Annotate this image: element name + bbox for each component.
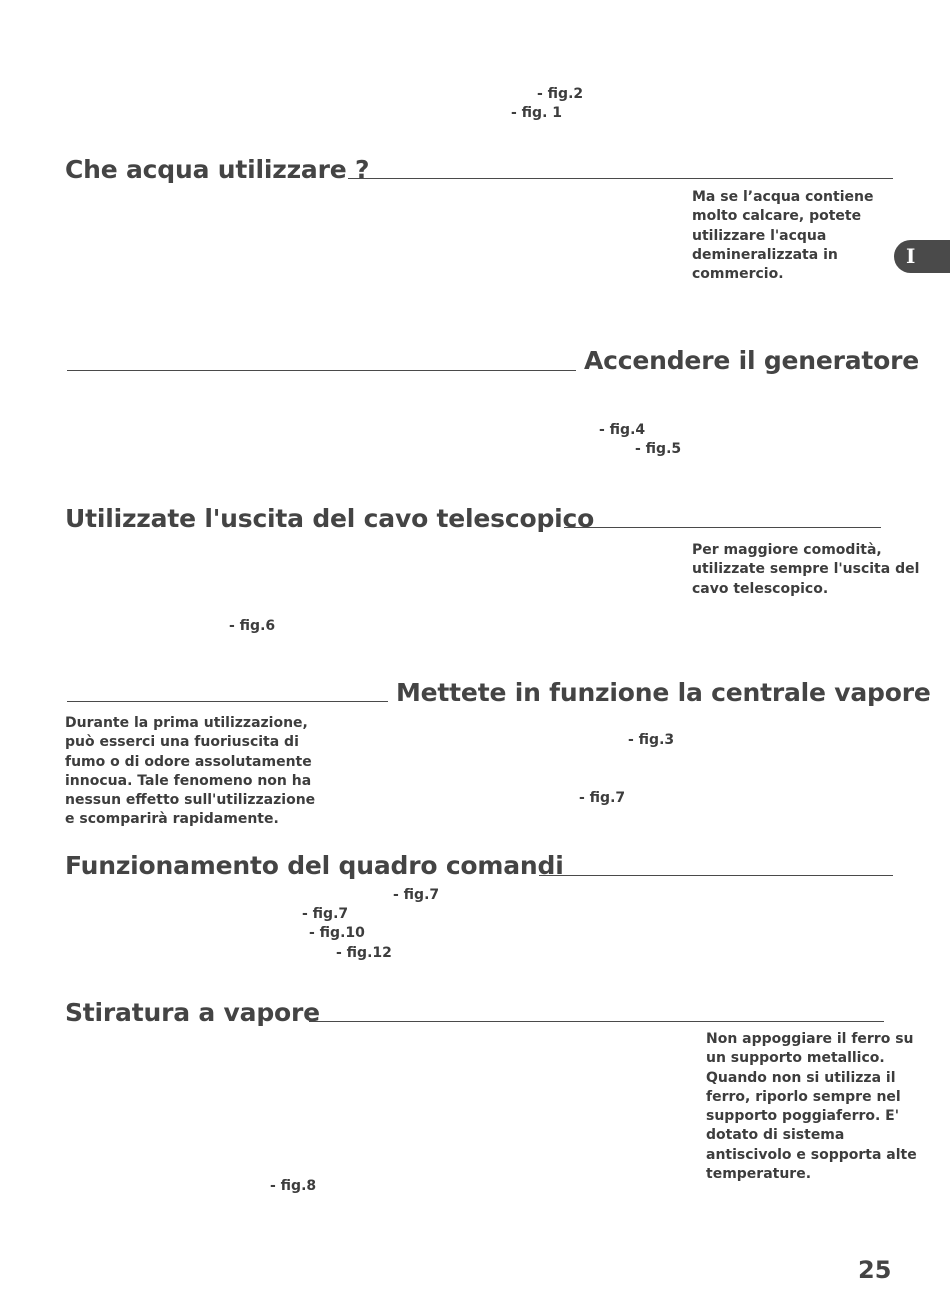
section-rule-start [67, 701, 388, 702]
note-line: Per maggiore comodità, [692, 542, 882, 558]
section-rule-water [348, 178, 893, 179]
note-line: fumo o di odore assolutamente [65, 753, 312, 770]
note-line: e scomparirà rapidamente. [65, 811, 279, 828]
section-rule-panel [539, 875, 893, 876]
language-tab-label: I [906, 244, 916, 268]
note-cable [692, 541, 919, 599]
fig-ref-7: - fig.7 [393, 887, 440, 903]
section-title-cable: Utilizzate l'uscita del cavo telescopico [65, 504, 595, 533]
fig-ref-3: - fig.3 [628, 732, 675, 748]
fig-ref-7: - fig.7 [579, 790, 626, 806]
note-line: cavo telescopico. [692, 580, 829, 597]
section-title-steam: Stiratura a vapore [65, 998, 320, 1027]
note-water [692, 188, 873, 284]
note-line: Quando non si utilizza il [706, 1069, 896, 1086]
note-line: nessun effetto sull'utilizzazione [65, 792, 316, 809]
fig-ref-1: - fig. 1 [511, 105, 563, 121]
note-line: dotato di sistema [706, 1127, 845, 1144]
section-rule-steam [309, 1021, 884, 1022]
note-line: innocua. Tale fenomeno non ha [65, 772, 312, 789]
section-title-turn-on: Accendere il generatore [584, 346, 920, 375]
fig-ref-7: - fig.7 [302, 906, 349, 922]
fig-ref-6: - fig.6 [229, 618, 276, 634]
note-start [65, 714, 315, 830]
fig-ref-5: - fig.5 [635, 441, 682, 457]
language-tab [894, 240, 950, 273]
section-title-start: Mettete in funzione la centrale vapore [396, 678, 931, 707]
section-title-water: Che acqua utilizzare ? [65, 155, 370, 184]
note-line: può esserci una fuoriuscita di [65, 734, 299, 751]
note-line: Non appoggiare il ferro su [706, 1031, 914, 1047]
fig-ref-4: - fig.4 [599, 422, 646, 438]
page-number: 25 [858, 1256, 892, 1284]
note-line: demineralizzata in [692, 246, 838, 263]
section-rule-cable [564, 527, 881, 528]
note-line: un supporto metallico. [706, 1050, 885, 1067]
note-line: utilizzate sempre l'uscita del [692, 561, 920, 578]
note-line: commercio. [692, 266, 784, 283]
note-line: Ma se l’acqua contiene [692, 189, 874, 205]
note-steam [706, 1030, 917, 1184]
fig-ref-12: - fig.12 [336, 945, 392, 961]
note-line: temperature. [706, 1166, 812, 1183]
section-title-panel: Funzionamento del quadro comandi [65, 851, 564, 880]
note-line: molto calcare, potete [692, 208, 862, 225]
section-rule-turn-on [67, 370, 576, 371]
fig-ref-2: - fig.2 [537, 86, 584, 102]
fig-ref-8: - fig.8 [270, 1178, 317, 1194]
note-line: utilizzare l'acqua [692, 227, 827, 244]
note-line: supporto poggiaferro. E' [706, 1108, 900, 1125]
note-line: antiscivolo e sopporta alte [706, 1146, 917, 1163]
note-line: Durante la prima utilizzazione, [65, 715, 308, 731]
note-line: ferro, riporlo sempre nel [706, 1088, 901, 1105]
fig-ref-10: - fig.10 [309, 925, 365, 941]
